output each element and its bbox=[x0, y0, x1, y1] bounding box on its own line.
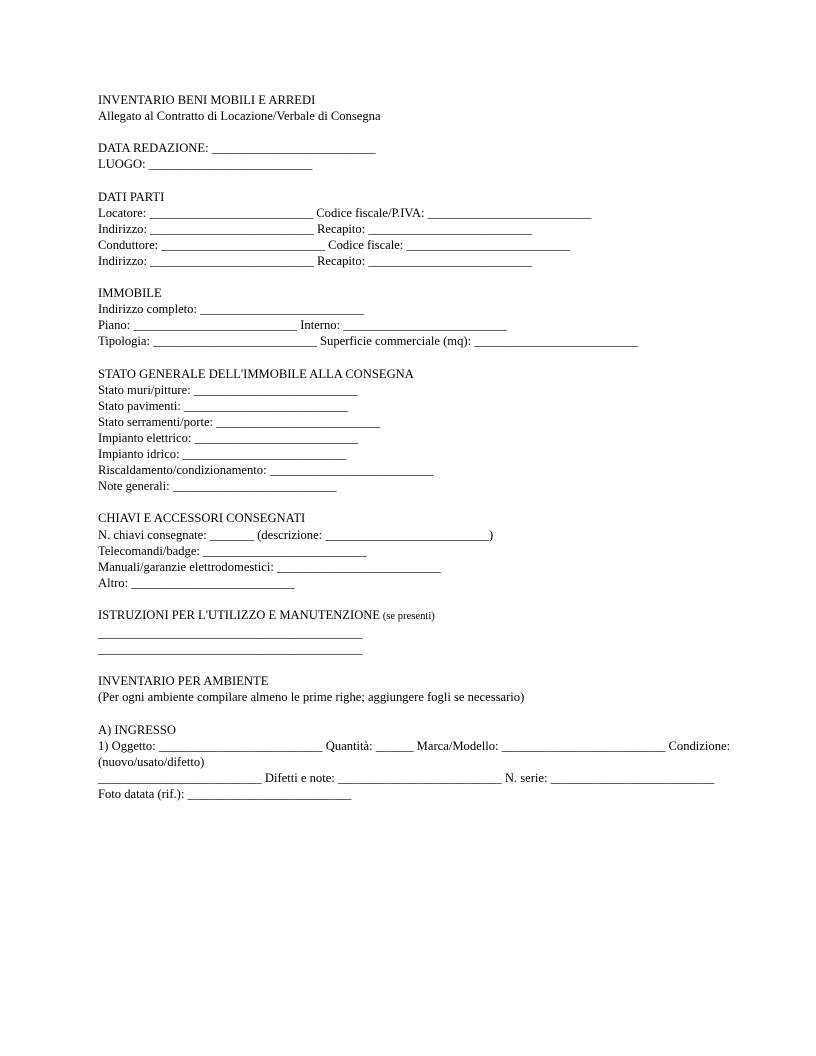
field-indirizzo-completo[interactable]: Indirizzo completo: __________________________ bbox=[98, 302, 364, 317]
field-impianto-elettrico[interactable]: Impianto elettrico: __________________________ bbox=[98, 430, 359, 445]
inventario-ambiente-note: (Per ogni ambiente compilare almeno le prime righe; aggiungere fogli se necessario) bbox=[98, 690, 525, 705]
document-body bbox=[98, 92, 738, 802]
field-data-redazione-blank[interactable]: __________________________ bbox=[211, 141, 376, 156]
field-conduttore[interactable]: Conduttore: __________________________ Codice fiscale: __________________________ bbox=[98, 237, 571, 252]
field-luogo[interactable] bbox=[98, 156, 738, 172]
ambiente-ingresso-row-1[interactable]: 1) Oggetto: __________________________ Quantità: ______ Marca/Modello: __________________________ Condizione: (nuovo/usato/difetto) bbox=[98, 738, 731, 769]
field-stato-serramenti-porte[interactable]: Stato serramenti/porte: __________________________ bbox=[98, 414, 380, 429]
field-luogo-label: LUOGO: bbox=[98, 157, 149, 172]
istruzioni-blank-line-2[interactable]: __________________________________________ bbox=[98, 642, 363, 657]
field-altro[interactable]: Altro: __________________________ bbox=[98, 575, 295, 590]
field-stato-pavimenti[interactable]: Stato pavimenti: __________________________ bbox=[98, 398, 348, 413]
spacer bbox=[98, 591, 738, 607]
spacer bbox=[98, 350, 738, 366]
spacer bbox=[98, 494, 738, 510]
field-tipologia-superficie[interactable]: Tipologia: __________________________ Superficie commerciale (mq): __________________________ bbox=[98, 334, 638, 349]
section-heading-istruzioni-note: (se presenti) bbox=[380, 611, 435, 622]
spacer bbox=[98, 269, 738, 285]
field-note-generali[interactable]: Note generali: __________________________ bbox=[98, 479, 337, 494]
field-telecomandi-badge[interactable]: Telecomandi/badge: __________________________ bbox=[98, 543, 367, 558]
field-data-redazione-label: DATA REDAZIONE: bbox=[98, 141, 212, 156]
section-heading-istruzioni-text: ISTRUZIONI PER L'UTILIZZO E MANUTENZIONE bbox=[98, 608, 381, 622]
field-indirizzo-conduttore[interactable]: Indirizzo: __________________________ Recapito: __________________________ bbox=[98, 253, 533, 268]
spacer bbox=[98, 657, 738, 673]
ambiente-heading-ingresso: A) INGRESSO bbox=[98, 722, 177, 737]
field-data-redazione[interactable] bbox=[98, 140, 738, 156]
ambiente-ingresso-row-2[interactable]: __________________________ Difetti e note: __________________________ N. serie: __________________________ Foto datata (rif.): __________________________ bbox=[98, 770, 715, 802]
section-heading-inventario-ambiente: INVENTARIO PER AMBIENTE bbox=[98, 674, 269, 689]
spacer bbox=[98, 172, 738, 188]
field-stato-muri-pitture[interactable]: Stato muri/pitture: __________________________ bbox=[98, 382, 358, 397]
istruzioni-blank-line-1[interactable]: __________________________________________ bbox=[98, 626, 363, 641]
field-manuali-garanzie[interactable]: Manuali/garanzie elettrodomestici: __________________________ bbox=[98, 559, 441, 574]
field-indirizzo-locatore[interactable]: Indirizzo: __________________________ Recapito: __________________________ bbox=[98, 221, 533, 236]
section-heading-chiavi: CHIAVI E ACCESSORI CONSEGNATI bbox=[98, 511, 306, 526]
document-subtitle: Allegato al Contratto di Locazione/Verbale di Consegna bbox=[98, 109, 381, 124]
field-piano-interno[interactable]: Piano: __________________________ Interno: __________________________ bbox=[98, 318, 507, 333]
field-n-chiavi-consegnate[interactable]: N. chiavi consegnate: _______ (descrizione: __________________________) bbox=[98, 527, 494, 542]
section-heading-immobile: IMMOBILE bbox=[98, 286, 162, 301]
spacer bbox=[98, 706, 738, 722]
spacer bbox=[98, 124, 738, 140]
field-locatore[interactable]: Locatore: __________________________ Codice fiscale/P.IVA: __________________________ bbox=[98, 205, 592, 220]
field-luogo-blank[interactable]: __________________________ bbox=[148, 157, 313, 172]
section-heading-dati-parti: DATI PARTI bbox=[98, 189, 165, 204]
section-heading-istruzioni bbox=[98, 607, 738, 625]
field-impianto-idrico[interactable]: Impianto idrico: __________________________ bbox=[98, 447, 347, 462]
document-title: INVENTARIO BENI MOBILI E ARREDI bbox=[98, 93, 316, 107]
field-riscaldamento-condizionamento[interactable]: Riscaldamento/condizionamento: __________________________ bbox=[98, 463, 434, 478]
section-heading-stato-generale: STATO GENERALE DELL'IMMOBILE ALLA CONSEGNA bbox=[98, 366, 414, 381]
